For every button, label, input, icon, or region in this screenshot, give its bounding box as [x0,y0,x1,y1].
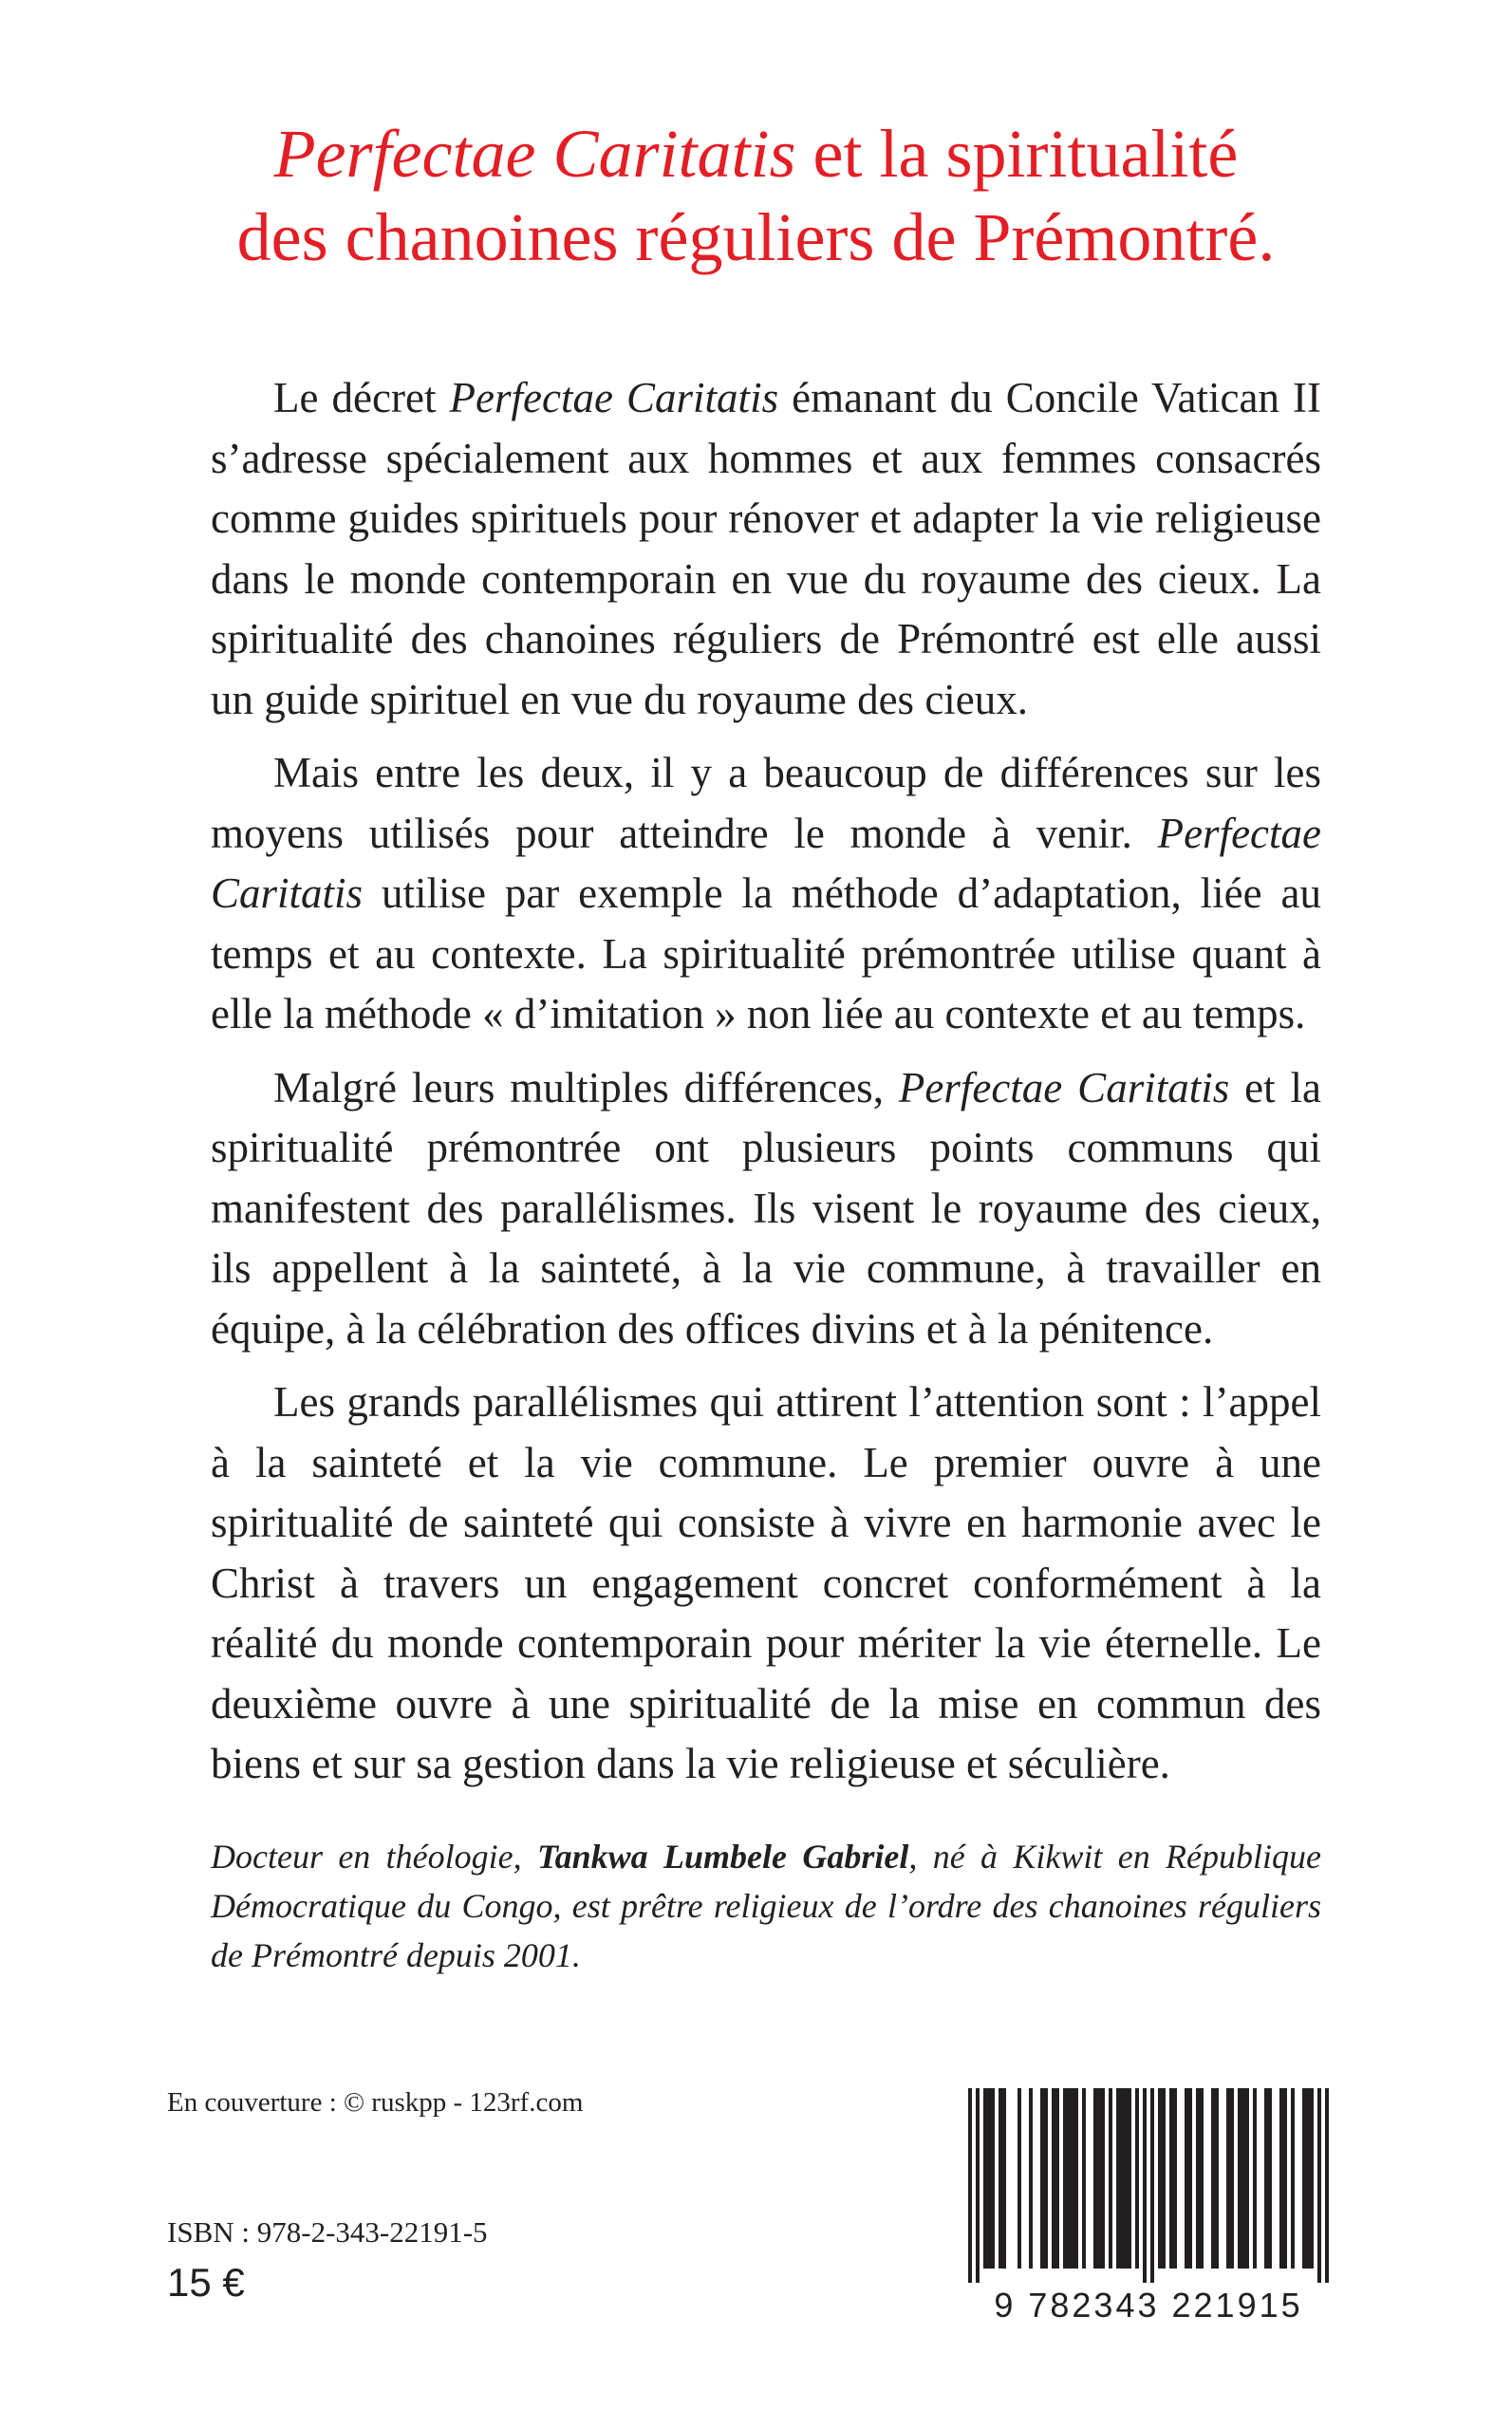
barcode-bars [949,2088,1348,2283]
barcode-bar [1029,2088,1033,2269]
price: 15 € [167,2260,245,2305]
blurb-paragraph-4: Les grands parallélismes qui attirent l’attention sont : l’appel à la sainteté et la vie commune. Le premier ouvre à une spiritualité de sainteté qui consiste à vivre en harmonie avec le Christ à travers un engagement concret conformément à la réalité du monde contemporain pour mériter la vie éternelle. Le deuxième ouvre à une spiritualité de la mise en commun des biens et sur sa gestion dans la vie religieuse et séculière. [211,1378,1321,1787]
barcode-bar [1264,2088,1272,2269]
barcode-bar [1158,2088,1166,2269]
barcode-bar [1169,2088,1177,2269]
text-run: Docteur en théologie, [211,1838,537,1876]
barcode-bar [999,2088,1006,2269]
text-run: utilise par exemple la méthode d’adaptation, liée au temps et au contexte. La spiritualité prémontrée utilise quant à elle la méthode « d’imitation » non liée au contexte et au temps. [211,869,1321,1037]
text-run: et la spiritualité prémontrée ont plusieurs points communs qui manifestent des parallélismes. Ils visent le royaume des cieux, ils appellent à la sainteté, à la vie commune, à travailler en équipe, à la célébration des offices divins et à la pénitence. [211,1063,1322,1353]
blurb [211,368,1321,1808]
barcode-bar [1253,2088,1257,2269]
text-run: Malgré leurs multiples différences, [273,1063,899,1111]
barcode-bar [1279,2088,1287,2269]
blurb-paragraph-2 [211,743,1321,1045]
title-italic: Perfectae Caritatis [273,116,796,192]
barcode-bar [1052,2088,1059,2269]
barcode-bar [983,2088,995,2269]
barcode-bar [1063,2088,1078,2269]
author-name: Tankwa Lumbele Gabriel [536,1838,909,1876]
barcode-bar [1196,2088,1204,2269]
barcode-bar [1040,2088,1048,2269]
italic-title-ref: Perfectae Caritatis [449,374,779,421]
barcode-bar [1082,2088,1086,2269]
italic-title-ref: Perfectae Caritatis [898,1063,1230,1111]
text-run: , né à Kikwit en République Démocratique du Congo, est prêtre religieux de l’ordre des chanoines réguliers de Prémontré depuis 2001. [211,1838,1321,1974]
barcode-bar [1211,2088,1219,2269]
barcode-digits: 9 782343 221915 [994,2286,1303,2325]
cover-credit: En couverture : © ruskpp - 123rf.com [167,2087,584,2118]
title-line-1 [0,112,1512,196]
book-title [0,112,1512,279]
blurb-paragraph-3 [211,1058,1321,1360]
text-run: émanant du Concile Vatican II s’adresse spécialement aux hommes et aux femmes consacrés comme guides spirituels pour rénover et adapter la vie religieuse dans le monde contemporain en vue du royaume des cieux. La spiritualité des chanoines réguliers de Prémontré est elle aussi un guide spirituel en vue du royaume des cieux. [211,374,1322,723]
text-run: Le décret [273,374,450,421]
barcode-bar [976,2088,980,2283]
text-run: Mais entre les deux, il y a beaucoup de différences sur les moyens utilisés pour atteindre le monde à venir. [211,749,1321,857]
barcode-bar [1135,2088,1139,2269]
blurb-paragraph-1 [211,368,1321,730]
barcode-bar [1226,2088,1234,2269]
barcode-bar [1143,2088,1147,2283]
isbn: ISBN : 978-2-343-22191-5 [167,2215,488,2249]
title-line-1-rest: et la spiritualité [795,116,1239,192]
barcode-bar [1302,2088,1314,2269]
barcode-bar [1325,2088,1329,2283]
barcode-bar [1093,2088,1105,2269]
barcode [949,2088,1348,2337]
barcode-bar [1317,2088,1321,2283]
barcode-bar [1017,2088,1021,2269]
barcode-bar [968,2088,972,2283]
author-bio [211,1832,1321,1980]
barcode-bar [1150,2088,1154,2283]
barcode-bar [1109,2088,1112,2269]
barcode-bar [1116,2088,1131,2269]
barcode-bar [1238,2088,1249,2269]
title-line-2: des chanoines réguliers de Prémontré. [236,199,1276,275]
italic-title-ref: Perfectae Caritatis [211,809,1321,917]
barcode-bar [1185,2088,1192,2269]
barcode-bar [1291,2088,1295,2269]
